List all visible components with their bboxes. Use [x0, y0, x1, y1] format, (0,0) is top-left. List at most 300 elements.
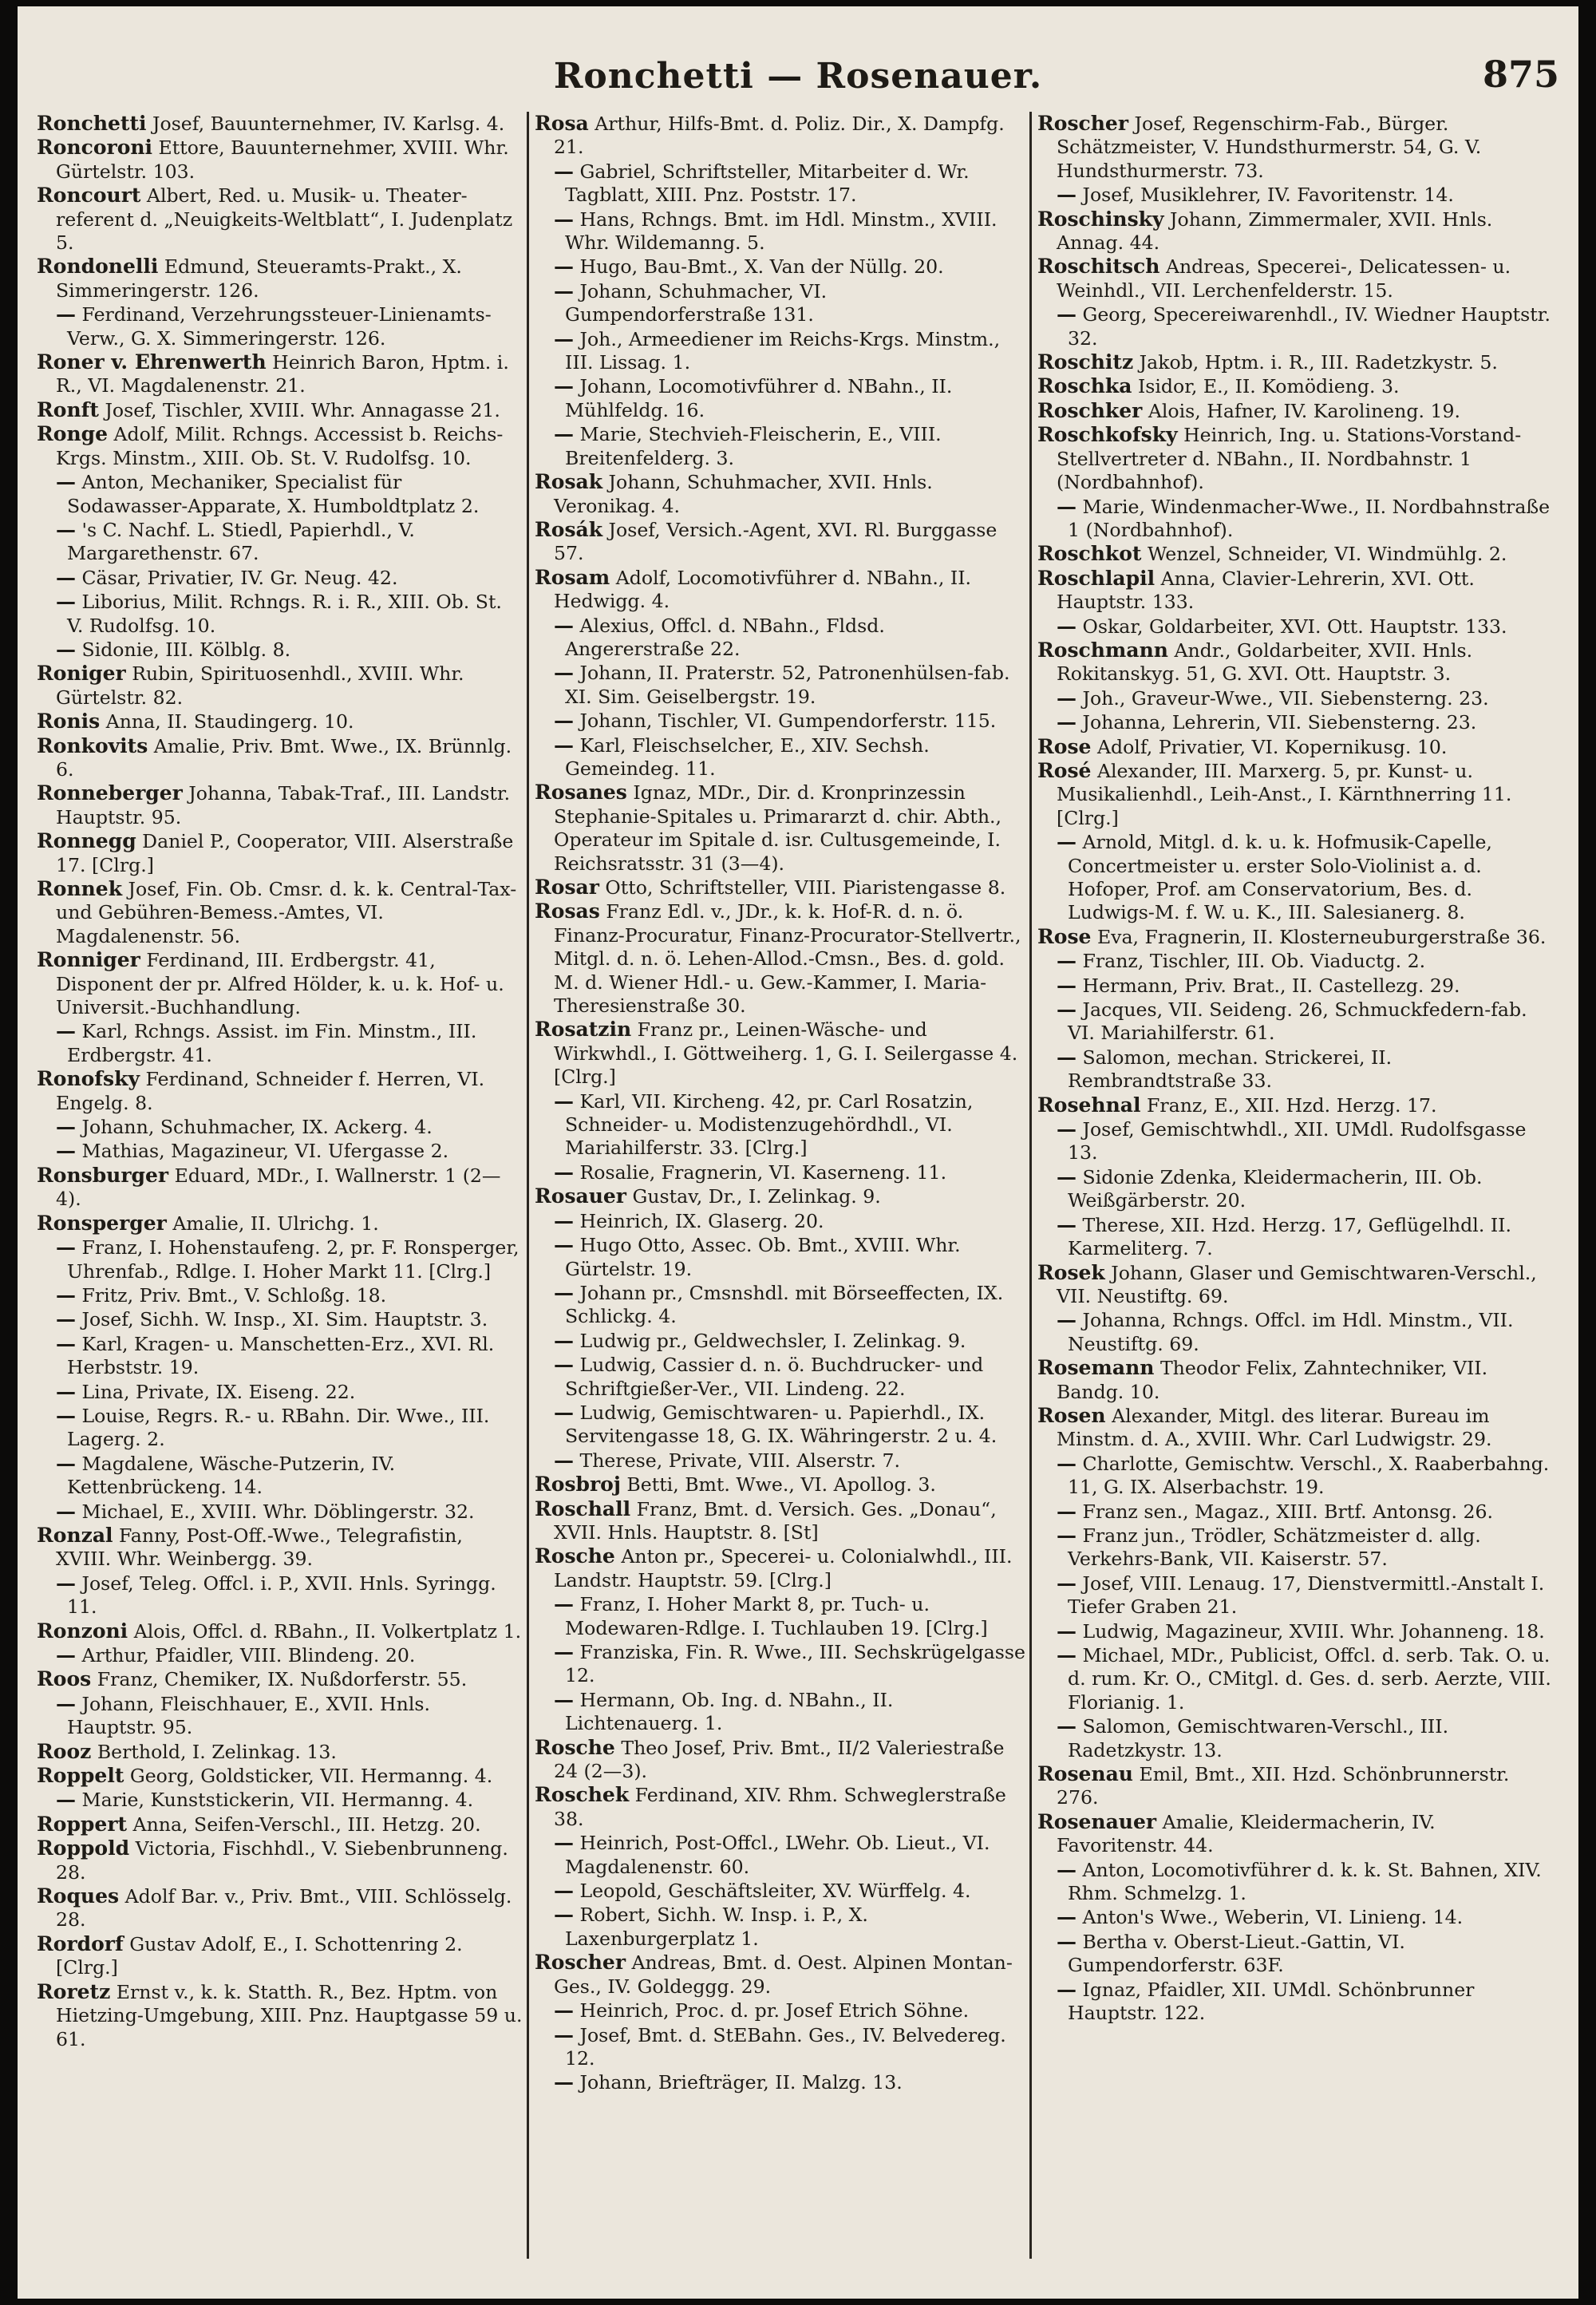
entry-details: Franz, I. Hohenstaufeng. 2, pr. F. Ronsperger, Uhrenfab., Rdlge. I. Hoher Markt 11. [Clrg.]	[67, 1236, 519, 1283]
entry-details: Georg, Specereiwarenhdl., IV. Wiedner Hauptstr. 32.	[1068, 303, 1551, 350]
entry-details: Adolf, Locomotivführer d. NBahn., II. Hedwigg. 4.	[554, 566, 972, 613]
entry-surname: Rosemann	[1037, 1356, 1155, 1380]
entry-surname: —	[554, 1999, 574, 2022]
entry-details: Hermann, Ob. Ing. d. NBahn., II. Lichtenauerg. 1.	[565, 1688, 894, 1735]
entry-details: Georg, Goldsticker, VII. Hermanng. 4.	[129, 1765, 493, 1788]
directory-entry	[1037, 567, 1556, 615]
directory-entry	[37, 1932, 523, 1980]
entry-details: Johanna, Rchngs. Offcl. im Hdl. Minstm., VII. Neustiftg. 69.	[1068, 1309, 1514, 1355]
entry-surname: Rose	[1037, 734, 1092, 758]
entry-surname: —	[56, 1788, 76, 1812]
entry-details: Franz sen., Magaz., XIII. Brtf. Antonsg. 26.	[1082, 1500, 1494, 1523]
entry-surname: —	[56, 302, 76, 326]
entry-details: Anna, Seifen-Verschl., III. Hetzg. 20.	[132, 1813, 481, 1836]
directory-entry	[1037, 1524, 1556, 1572]
entry-surname: Ronge	[37, 422, 109, 446]
directory-entry	[535, 1089, 1026, 1160]
entry-surname: —	[1057, 1523, 1077, 1547]
entry-details: Rubin, Spirituosenhdl., XVIII. Whr. Gürtelstr. 82.	[56, 662, 464, 709]
entry-surname: —	[554, 326, 574, 350]
entry-surname: Rosche	[535, 1544, 615, 1568]
entry-surname: —	[56, 1236, 76, 1259]
directory-entry	[535, 279, 1026, 327]
entry-details: Eduard, MDr., I. Wallnerstr. 1 (2—4).	[56, 1164, 501, 1211]
directory-entry	[1037, 1452, 1556, 1500]
directory-entry	[1037, 1213, 1556, 1261]
entry-details: Johann, Schuhmacher, XVII. Hnls. Veronikag. 4.	[554, 471, 933, 517]
directory-entry	[37, 112, 523, 136]
entry-details: Karl, VII. Kircheng. 42, pr. Carl Rosatzin, Schneider- u. Modistenzugehördhdl., VI. Mariahilferstr. 33. [Clrg.]	[565, 1089, 974, 1160]
column-divider	[527, 112, 529, 2259]
entry-surname: —	[554, 1233, 574, 1257]
directory-entry	[1037, 542, 1556, 566]
entry-surname: —	[554, 733, 574, 757]
entry-surname: —	[1057, 1929, 1077, 1953]
entry-surname: —	[56, 470, 76, 494]
entry-surname: Ronsperger	[37, 1211, 167, 1235]
entry-surname: Roppert	[37, 1812, 128, 1836]
directory-entry	[37, 1813, 523, 1836]
entry-surname: Ronchetti	[37, 112, 147, 135]
entry-surname: —	[56, 1331, 76, 1355]
entry-surname: —	[56, 1451, 76, 1475]
directory-entry	[1037, 1046, 1556, 1093]
entry-surname: Roschka	[1037, 374, 1132, 398]
entry-details: Ferdinand, Schneider f. Herren, VI. Engelg. 8.	[56, 1068, 485, 1114]
entry-surname: Rosák	[535, 517, 603, 541]
directory-entry	[1037, 1500, 1556, 1524]
entry-details: Johann, Schuhmacher, VI. Gumpendorferstraße 131.	[565, 279, 828, 326]
entry-details: Amalie, Kleidermacherin, IV. Favoritenstr. 44.	[1057, 1810, 1436, 1857]
entry-surname: Roschek	[535, 1783, 630, 1807]
directory-entry	[535, 1879, 1026, 1903]
entry-details: Franz, E., XII. Hzd. Herzg. 17.	[1146, 1093, 1437, 1117]
directory-entry	[37, 1788, 523, 1812]
directory-entry	[535, 1497, 1026, 1545]
entry-details: Arnold, Mitgl. d. k. u. k. Hofmusik-Capelle, Concertmeister u. erster Solo-Violinist a. d. Hofoper, Prof. am Conservatorium, Bes. d. Ludwigs-M. f. W. u. K., III. Salesianerg. 8.	[1068, 831, 1492, 924]
directory-entry	[37, 422, 523, 470]
directory-entry	[535, 1592, 1026, 1640]
entry-surname: —	[1057, 183, 1077, 207]
entry-details: Anton's Wwe., Weberin, VI. Linieng. 14.	[1082, 1906, 1464, 1929]
directory-entry	[1037, 183, 1556, 207]
entry-surname: —	[1057, 830, 1077, 854]
entry-surname: —	[1057, 1308, 1077, 1332]
entry-details: Marie, Windenmacher-Wwe., II. Nordbahnstraße 1 (Nordbahnhof).	[1068, 495, 1551, 541]
entry-details: Alois, Hafner, IV. Karolineng. 19.	[1148, 399, 1460, 422]
entry-details: Arthur, Pfaidler, VIII. Blindeng. 20.	[81, 1644, 416, 1666]
entry-surname: Roppelt	[37, 1764, 124, 1788]
directory-entry	[535, 1688, 1026, 1736]
directory-entry	[535, 899, 1026, 1018]
entry-surname: Roschall	[535, 1496, 631, 1520]
entry-surname: Rosas	[535, 899, 600, 923]
directory-entry	[1037, 1930, 1556, 1978]
entry-details: Liborius, Milit. Rchngs. R. i. R., XIII. Ob. St. V. Rudolfsg. 10.	[67, 591, 502, 637]
entry-details: Sidonie, III. Kölblg. 8.	[81, 638, 291, 661]
entry-surname: Ronnek	[37, 877, 123, 900]
entry-surname: Rosar	[535, 876, 599, 899]
entry-surname: —	[1057, 1643, 1077, 1666]
directory-entry	[37, 877, 523, 948]
entry-surname: —	[56, 1139, 76, 1163]
entry-surname: Rosak	[535, 470, 603, 494]
entry-surname: —	[56, 1115, 76, 1139]
entry-details: Robert, Sichh. W. Insp. i. P., X. Laxenburgerplatz 1.	[565, 1904, 868, 1950]
entry-details: Marie, Kunststickerin, VII. Hermanng. 4.	[81, 1789, 474, 1812]
entry-details: Emil, Bmt., XII. Hzd. Schönbrunnerstr. 276.	[1057, 1763, 1510, 1809]
directory-entry	[1037, 1093, 1556, 1117]
entry-surname: —	[56, 1307, 76, 1331]
entry-details: Johann pr., Cmsnshdl. mit Börseeffecten, IX. Schlickg. 4.	[565, 1281, 1004, 1328]
entry-details: Adolf, Milit. Rchngs. Accessist b. Reichs-Krgs. Minstm., XIII. Ob. St. V. Rudolfsg. 10.	[56, 423, 504, 469]
entry-surname: —	[554, 255, 574, 279]
entry-surname: —	[1057, 949, 1077, 973]
entry-surname: Roschinsky	[1037, 207, 1164, 231]
directory-entry	[1037, 1165, 1556, 1213]
directory-entry	[535, 1951, 1026, 1999]
entry-surname: Ronkovits	[37, 733, 148, 757]
entry-details: Hermann, Priv. Brat., II. Castellezg. 29.	[1082, 974, 1460, 997]
directory-entry	[37, 1236, 523, 1283]
directory-entry	[535, 709, 1026, 733]
directory-entry	[535, 160, 1026, 208]
directory-entry	[37, 1404, 523, 1452]
entry-details: Franz, I. Hoher Markt 8, pr. Tuch- u. Modewaren-Rdlge. I. Tuchlauben 19. [Clrg.]	[565, 1593, 988, 1639]
entry-details: Heinrich, Post-Offcl., LWehr. Ob. Lieut., VI. Magdalenenstr. 60.	[565, 1832, 990, 1878]
directory-entry	[535, 1281, 1026, 1329]
directory-entry	[1037, 1261, 1556, 1309]
directory-entry	[37, 184, 523, 255]
entry-surname: Ronis	[37, 710, 101, 733]
entry-details: Johanna, Tabak-Traf., III. Landstr. Hauptstr. 95.	[56, 782, 511, 828]
entry-surname: Rosek	[1037, 1260, 1105, 1284]
entry-details: Johann, Schuhmacher, IX. Ackerg. 4.	[81, 1116, 433, 1139]
entry-details: Alexius, Offcl. d. NBahn., Fldsd. Angererstraße 22.	[565, 614, 885, 660]
directory-entry	[37, 829, 523, 877]
entry-surname: Rordorf	[37, 1931, 124, 1955]
entry-surname: —	[56, 1691, 76, 1715]
entry-surname: Rondonelli	[37, 255, 159, 279]
entry-surname: —	[56, 1571, 76, 1595]
directory-entry	[37, 1643, 523, 1667]
directory-entry	[1037, 735, 1556, 759]
directory-entry	[535, 1160, 1026, 1184]
entry-details: Daniel P., Cooperator, VIII. Alserstraße 17. [Clrg.]	[56, 830, 514, 876]
directory-entry	[1037, 1762, 1556, 1810]
entry-surname: Rose	[1037, 924, 1092, 948]
directory-entry	[535, 327, 1026, 375]
entry-details: Karl, Kragen- u. Manschetten-Erz., XVI. Rl. Herbststr. 19.	[67, 1332, 495, 1379]
directory-entry	[1037, 1643, 1556, 1714]
entry-surname: —	[1057, 686, 1077, 710]
entry-details: Rosalie, Fragnerin, VI. Kaserneng. 11.	[579, 1160, 947, 1184]
entry-details: Josef, Teleg. Offcl. i. P., XVII. Hnls. Syringg. 11.	[67, 1572, 496, 1619]
directory-entry	[535, 1999, 1026, 2022]
entry-details: Franz, Chemiker, IX. Nußdorferstr. 55.	[97, 1668, 468, 1691]
entry-details: Johann, Fleischhauer, E., XVII. Hnls. Hauptstr. 95.	[67, 1692, 430, 1739]
entry-surname: —	[1057, 614, 1077, 638]
directory-entry	[1037, 1117, 1556, 1165]
directory-entry	[535, 1209, 1026, 1233]
directory-entry	[535, 1018, 1026, 1089]
entry-surname: Ronsburger	[37, 1163, 169, 1187]
entry-details: Ignaz, MDr., Dir. d. Kronprinzessin Stephanie-Spitales u. Primararzt d. chir. Abth., Operateur im Spitale d. isr. Cultusgemeinde, I. Reichsratsstr. 31 (3—4).	[554, 781, 1002, 875]
entry-surname: —	[554, 1640, 574, 1663]
entry-details: Michael, MDr., Publicist, Offcl. d. serb. Tak. O. u. d. rum. Kr. O., CMitgl. d. Ges. d. serb. Aerzte, VIII. Florianig. 1.	[1068, 1644, 1551, 1714]
entry-surname: —	[1057, 302, 1077, 326]
entry-details: Jacques, VII. Seideng. 26, Schmuckfedern-fab. VI. Mariahilferstr. 61.	[1068, 998, 1527, 1045]
entry-details: Josef, Bmt. d. StEBahn. Ges., IV. Belvedereg. 12.	[565, 2023, 1006, 2070]
entry-surname: Roniger	[37, 662, 126, 686]
entry-surname: Ronofsky	[37, 1067, 140, 1091]
entry-surname: Ronzal	[37, 1523, 113, 1547]
entry-surname: —	[1057, 1977, 1077, 2001]
entry-details: Hugo Otto, Assec. Ob. Bmt., XVIII. Whr. Gürtelstr. 19.	[565, 1234, 961, 1280]
directory-entry	[37, 398, 523, 422]
directory-entry	[37, 566, 523, 590]
directory-entry	[1037, 350, 1556, 374]
entry-details: Ferdinand, III. Erdbergstr. 41, Disponent der pr. Alfred Hölder, k. u. k. Hof- u. Universit.-Buchhandlung.	[56, 949, 504, 1019]
directory-entry	[37, 1836, 523, 1884]
entry-details: Franz, Tischler, III. Ob. Viaductg. 2.	[1082, 950, 1426, 973]
entry-surname: —	[1057, 1212, 1077, 1236]
entry-details: Josef, Fin. Ob. Cmsr. d. k. k. Central-Tax- und Gebühren-Bemess.-Amtes, VI. Magdalenenstr. 56.	[56, 878, 517, 947]
directory-entry	[37, 1380, 523, 1404]
directory-entry	[535, 661, 1026, 709]
entry-details: Theo Josef, Priv. Bmt., II/2 Valeriestraße 24 (2—3).	[554, 1736, 1005, 1783]
directory-entry	[535, 1831, 1026, 1879]
directory-entry	[1037, 1356, 1556, 1404]
column-divider	[1029, 112, 1032, 2259]
entry-surname: —	[554, 2022, 574, 2046]
entry-surname: Ronniger	[37, 948, 140, 972]
entry-surname: —	[56, 590, 76, 614]
entry-details: Andreas, Bmt. d. Oest. Alpinen Montan-Ges., IV. Goldeggg. 29.	[554, 1951, 1013, 1998]
entry-surname: Roschkot	[1037, 542, 1142, 566]
entry-details: Leopold, Geschäftsleiter, XV. Würffelg. 4.	[579, 1880, 971, 1903]
entry-surname: —	[554, 279, 574, 302]
entry-details: Joh., Armeediener im Reichs-Krgs. Minstm., III. Lissag. 1.	[565, 327, 1001, 374]
directory-entry	[37, 1764, 523, 1788]
directory-entry	[535, 2070, 1026, 2094]
directory-entry	[535, 518, 1026, 566]
directory-entry	[1037, 949, 1556, 973]
entry-details: Ferdinand, Verzehrungssteuer-Linienamts-Verw., G. X. Simmeringerstr. 126.	[67, 303, 492, 350]
entry-details: Anna, Clavier-Lehrerin, XVI. Ott. Hauptstr. 133.	[1057, 567, 1475, 614]
entry-details: Adolf, Privatier, VI. Kopernikusg. 10.	[1096, 735, 1448, 758]
entry-details: Victoria, Fischhdl., V. Siebenbrunneng. 28.	[56, 1837, 508, 1884]
entry-surname: —	[56, 517, 76, 541]
entry-details: Josef, Versich.-Agent, XVI. Rl. Burggasse 57.	[554, 518, 998, 565]
entry-surname: —	[1057, 1164, 1077, 1188]
entry-details: Johann, Locomotivführer d. NBahn., II. Mühlfeldg. 16.	[565, 375, 953, 421]
directory-entry	[1037, 1714, 1556, 1762]
directory-entry	[37, 1212, 523, 1236]
entry-surname: —	[1057, 1571, 1077, 1595]
entry-details: Gustav Adolf, E., I. Schottenring 2. [Clrg.]	[56, 1932, 463, 1979]
entry-details: Ettore, Bauunternehmer, XVIII. Whr. Gürtelstr. 103.	[56, 136, 509, 183]
entry-details: Ludwig, Cassier d. n. ö. Buchdrucker- und Schriftgießer-Ver., VII. Lindeng. 22.	[565, 1354, 984, 1400]
directory-entry	[1037, 208, 1556, 255]
directory-entry	[37, 1667, 523, 1691]
entry-details: Alexander, III. Marxerg. 5, pr. Kunst- u. Musikalienhdl., Leih-Anst., I. Kärnthnerring 11. [Clrg.]	[1057, 759, 1512, 829]
directory-entry	[535, 1783, 1026, 1831]
directory-entry	[37, 1884, 523, 1932]
directory-entry	[1037, 1572, 1556, 1619]
entry-surname: Roscher	[1037, 112, 1129, 135]
directory-entry	[535, 781, 1026, 876]
directory-entry	[1037, 1404, 1556, 1452]
entry-surname: Ronnegg	[37, 829, 136, 853]
entry-details: Charlotte, Gemischtw. Verschl., X. Raaberbahng. 11, G. IX. Alserbachstr. 19.	[1068, 1452, 1550, 1499]
entry-details: Berthold, I. Zelinkag. 13.	[97, 1740, 337, 1763]
directory-entry	[37, 302, 523, 350]
entry-surname: —	[554, 1687, 574, 1711]
entry-details: Amalie, II. Ulrichg. 1.	[172, 1212, 379, 1235]
directory-entry	[37, 638, 523, 662]
directory-entry	[37, 1500, 523, 1524]
entry-details: Betti, Bmt. Wwe., VI. Apollog. 3.	[626, 1473, 936, 1496]
entry-details: 's C. Nachf. L. Stiedl, Papierhdl., V. Margarethenstr. 67.	[67, 518, 415, 565]
entry-details: Josef, Tischler, XVIII. Whr. Annagasse 21.	[105, 398, 500, 421]
directory-entry	[535, 614, 1026, 662]
directory-entry	[37, 1332, 523, 1380]
directory-page	[18, 6, 1578, 2299]
entry-details: Johanna, Lehrerin, VII. Siebensterng. 23.	[1082, 711, 1477, 734]
entry-details: Oskar, Goldarbeiter, XVI. Ott. Hauptstr. 133.	[1082, 615, 1507, 638]
entry-surname: —	[554, 1328, 574, 1352]
directory-entry	[37, 1115, 523, 1139]
entry-details: Heinrich Baron, Hptm. i. R., VI. Magdalenenstr. 21.	[56, 351, 509, 397]
entry-details: Franz, Bmt. d. Versich. Ges. „Donau“, XVII. Hnls. Hauptstr. 8. [St]	[554, 1497, 997, 1544]
entry-surname: Roschitz	[1037, 350, 1134, 374]
entry-details: Cäsar, Privatier, IV. Gr. Neug. 42.	[81, 566, 398, 589]
entry-surname: Rosehnal	[1037, 1093, 1141, 1117]
directory-entry	[37, 662, 523, 710]
directory-entry	[1037, 1308, 1556, 1356]
column-3	[1037, 112, 1556, 2267]
directory-entry	[37, 1139, 523, 1163]
entry-details: Josef, VIII. Lenaug. 17, Dienstvermittl.-Anstalt I. Tiefer Graben 21.	[1068, 1572, 1545, 1619]
entry-details: Andreas, Specerei-, Delicatessen- u. Weinhdl., VII. Lerchenfelderstr. 15.	[1057, 255, 1511, 302]
entry-surname: Rosen	[1037, 1403, 1106, 1427]
entry-details: Gabriel, Schriftsteller, Mitarbeiter d. Wr. Tagblatt, XIII. Pnz. Poststr. 17.	[565, 160, 970, 207]
entry-details: Ludwig pr., Geldwechsler, I. Zelinkag. 9.	[579, 1329, 966, 1352]
directory-entry	[37, 1692, 523, 1740]
entry-surname: —	[554, 709, 574, 733]
entry-details: Heinrich, Proc. d. pr. Josef Etrich Söhne.	[579, 1999, 970, 2022]
entry-details: Franz pr., Leinen-Wäsche- und Wirkwhdl., I. Göttweiherg. 1, G. I. Seilergasse 4. [Clrg.]	[554, 1018, 1018, 1089]
entry-surname: Roscher	[535, 1951, 626, 1975]
entry-details: Salomon, mechan. Strickerei, II. Rembrandtstraße 33.	[1068, 1046, 1393, 1093]
entry-surname: Roschker	[1037, 398, 1143, 422]
entry-surname: Rosenauer	[1037, 1809, 1157, 1833]
entry-details: Fritz, Priv. Bmt., V. Schloßg. 18.	[81, 1283, 387, 1307]
entry-details: Eva, Fragnerin, II. Klosterneuburgerstraße 36.	[1096, 925, 1547, 948]
directory-entry	[535, 422, 1026, 470]
directory-entry	[1037, 998, 1556, 1046]
directory-entry	[37, 1524, 523, 1572]
entry-details: Fanny, Post-Off.-Wwe., Telegrafistin, XVIII. Whr. Weinbergg. 39.	[56, 1524, 463, 1571]
entry-surname: —	[554, 2070, 574, 2094]
entry-details: Johann, Glaser und Gemischtwaren-Verschl., VII. Neustiftg. 69.	[1057, 1261, 1537, 1307]
entry-details: Theodor Felix, Zahntechniker, VII. Bandg. 10.	[1057, 1357, 1488, 1403]
entry-details: Johann, Zimmermaler, XVII. Hnls. Annag. 44.	[1057, 208, 1493, 255]
directory-entry	[535, 566, 1026, 614]
directory-entry	[37, 1283, 523, 1307]
entry-surname: —	[554, 613, 574, 637]
entry-surname: —	[56, 1499, 76, 1523]
directory-entry	[37, 590, 523, 638]
entry-details: Therese, XII. Hzd. Herzg. 17, Geflügelhdl. II. Karmeliterg. 7.	[1068, 1213, 1511, 1260]
directory-entry	[1037, 615, 1556, 639]
entry-surname: —	[554, 1089, 574, 1113]
entry-details: Otto, Schriftsteller, VIII. Piaristengasse 8.	[605, 876, 1006, 899]
entry-details: Josef, Sichh. W. Insp., XI. Sim. Hauptstr. 3.	[81, 1308, 488, 1331]
entry-surname: —	[56, 1019, 76, 1043]
directory-entry	[1037, 974, 1556, 998]
entry-details: Amalie, Priv. Bmt. Wwe., IX. Brünnlg. 6.	[56, 734, 512, 781]
directory-entry	[535, 1736, 1026, 1784]
entry-details: Sidonie Zdenka, Kleidermacherin, III. Ob. Weißgärberstr. 20.	[1068, 1165, 1483, 1212]
directory-entry	[1037, 1978, 1556, 2026]
entry-surname: Rosenau	[1037, 1762, 1133, 1786]
entry-details: Bertha v. Oberst-Lieut.-Gattin, VI. Gumpendorferstr. 63F.	[1068, 1930, 1405, 1977]
entry-surname: —	[1057, 998, 1077, 1022]
directory-entry	[535, 1640, 1026, 1688]
entry-details: Magdalene, Wäsche-Putzerin, IV. Kettenbrückeng. 14.	[67, 1452, 396, 1499]
entry-surname: —	[554, 1879, 574, 1903]
entry-details: Joh., Graveur-Wwe., VII. Siebensterng. 23.	[1082, 686, 1489, 710]
directory-entry	[1037, 759, 1556, 830]
column-1	[37, 112, 523, 2267]
directory-entry	[535, 1544, 1026, 1592]
entry-surname: Roques	[37, 1884, 120, 1908]
directory-entry	[1037, 399, 1556, 423]
directory-entry	[1037, 1619, 1556, 1643]
entry-surname: —	[554, 1903, 574, 1927]
entry-surname: Roschlapil	[1037, 566, 1156, 590]
directory-entry	[37, 470, 523, 518]
entry-surname: —	[554, 1208, 574, 1232]
entry-surname: —	[1057, 710, 1077, 734]
entry-surname: Roschmann	[1037, 638, 1168, 662]
entry-surname: Roncourt	[37, 184, 141, 208]
directory-entry	[535, 1329, 1026, 1353]
directory-entry	[37, 1619, 523, 1643]
entry-details: Josef, Gemischtwhdl., XII. UMdl. Rudolfsgasse 13.	[1068, 1118, 1527, 1164]
entry-surname: Roschkofsky	[1037, 423, 1178, 447]
entry-details: Albert, Red. u. Musik- u. Theater-referent d. „Neuigkeits-Weltblatt“, I. Judenplatz 5.	[56, 184, 513, 255]
entry-surname: —	[1057, 1499, 1077, 1523]
entry-surname: Ronft	[37, 397, 99, 421]
entry-details: Josef, Musiklehrer, IV. Favoritenstr. 14.	[1082, 184, 1454, 207]
directory-entry	[37, 1740, 523, 1764]
directory-entry	[1037, 1905, 1556, 1929]
directory-entry	[37, 518, 523, 566]
directory-entry	[535, 733, 1026, 781]
entry-surname: Rosanes	[535, 781, 627, 805]
entry-surname: —	[1057, 1619, 1077, 1643]
directory-entry	[1037, 1810, 1556, 1858]
entry-details: Anton, Mechaniker, Specialist für Sodawasser-Apparate, X. Humboldtplatz 2.	[67, 471, 480, 517]
entry-details: Karl, Fleischselcher, E., XIV. Sechsh. Gemeindeg. 11.	[565, 733, 930, 780]
entry-details: Arthur, Hilfs-Bmt. d. Poliz. Dir., X. Dampfg. 21.	[554, 113, 1005, 159]
directory-entry	[37, 1980, 523, 2051]
entry-surname: —	[554, 207, 574, 231]
entry-surname: Roschitsch	[1037, 255, 1160, 279]
